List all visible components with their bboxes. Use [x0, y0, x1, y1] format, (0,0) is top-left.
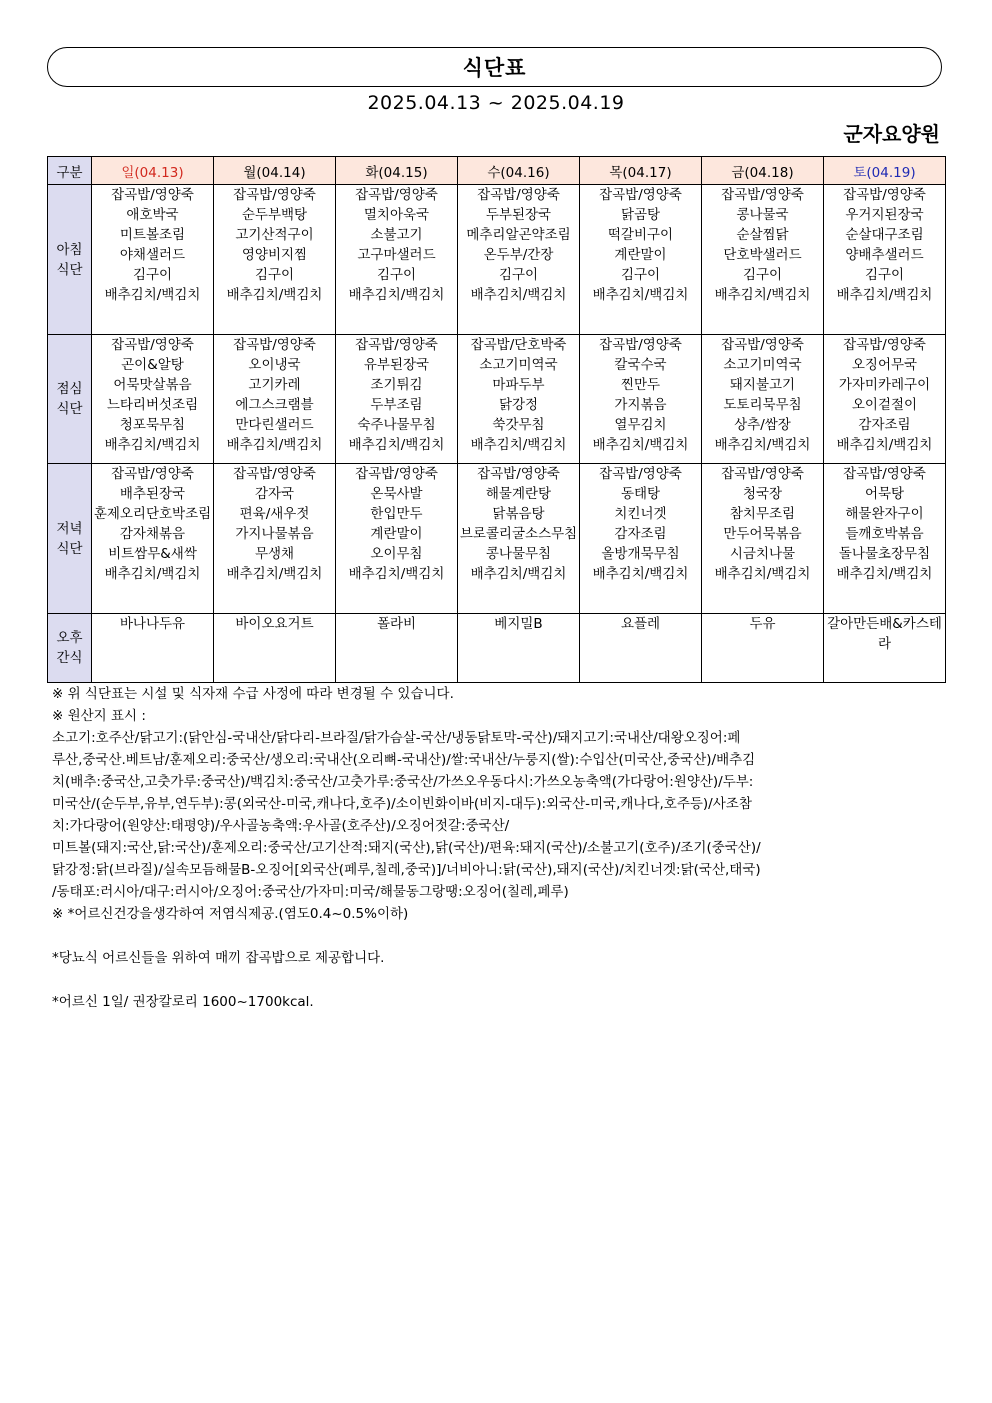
origin-line: 루산,중국산.베트남/훈제오리:중국산/생오리:국내산(오리뼈-국내산)/쌀:국내산/누룽지(쌀):수입산(미국산,중국산)/배추김 [52, 752, 756, 768]
menu-item: 무생채 [254, 546, 295, 562]
menu-cell-breakfast-thu [580, 185, 702, 335]
row-label-line: 저녁 [56, 520, 83, 537]
menu-item: 고기카레 [248, 377, 301, 393]
menu-item: 계란말이 [370, 526, 423, 542]
snack-label [48, 614, 92, 683]
menu-cell-snack-tue [336, 614, 458, 683]
menu-item: 훈제오리단호박조림 [93, 506, 212, 522]
menu-item: 배추김치/백김치 [104, 287, 201, 303]
menu-item: 온두부/간장 [483, 247, 554, 263]
menu-item: 배추김치/백김치 [348, 566, 445, 582]
menu-item: 치킨너겟 [614, 506, 667, 522]
snack-row [48, 614, 946, 683]
row-label-line: 식단 [56, 401, 83, 417]
menu-item: 참치무조림 [729, 506, 796, 522]
menu-item: 배추김치/백김치 [226, 287, 323, 303]
menu-item: 김구이 [376, 267, 417, 283]
change-notice: ※ 위 식단표는 시설 및 식자재 수급 사정에 따라 변경될 수 있습니다. [52, 686, 454, 702]
menu-item: 배추김치/백김치 [714, 566, 811, 582]
menu-item: 어묵탕 [864, 486, 905, 502]
calorie-note: *어르신 1일/ 권장칼로리 1600~1700kcal. [52, 994, 314, 1010]
menu-item: 숙주나물무침 [357, 417, 436, 433]
menu-item: 잡곡밥/영양죽 [233, 466, 316, 482]
menu-item: 잡곡밥/영양죽 [599, 466, 682, 482]
menu-item: 배추김치/백김치 [470, 437, 567, 453]
menu-item: 만다린샐러드 [235, 417, 314, 433]
menu-item: 단호박샐러드 [723, 247, 802, 263]
menu-item: 배추김치/백김치 [592, 437, 689, 453]
origin-line: 미국산/(순두부,유부,연두부):콩(외국산-미국,캐나다,호주)/소이빈화이바(비지-대두):외국산-미국,캐나다,호주등)/사조참 [52, 796, 752, 812]
menu-item: 콩나물무침 [485, 546, 552, 562]
menu-item: 두부된장국 [485, 207, 552, 223]
menu-item: 미트볼조림 [119, 227, 186, 243]
menu-item: 조기튀김 [370, 377, 423, 393]
menu-cell-lunch-wed [458, 335, 580, 464]
menu-item: 해물계란탕 [485, 486, 552, 502]
menu-item: 바나나두유 [119, 616, 186, 632]
menu-item: 마파두부 [492, 377, 545, 393]
menu-item: 찐만두 [620, 377, 661, 393]
menu-item: 한입만두 [370, 506, 423, 522]
menu-cell-breakfast-fri [702, 185, 824, 335]
menu-item: 유부된장국 [363, 357, 430, 373]
day-header-sun: 일(04.13) [92, 157, 214, 185]
menu-item: 가지볶음 [614, 397, 667, 413]
menu-item: 배추김치/백김치 [348, 437, 445, 453]
menu-item: 요플레 [620, 616, 661, 632]
menu-item: 잡곡밥/영양죽 [355, 337, 438, 353]
menu-item: 소불고기 [370, 227, 423, 243]
menu-item: 베지밀B [494, 616, 543, 632]
date-range: 2025.04.13 ~ 2025.04.19 [367, 92, 625, 114]
menu-item: 잡곡밥/영양죽 [843, 337, 926, 353]
menu-item: 잡곡밥/영양죽 [599, 337, 682, 353]
menu-item: 배추김치/백김치 [226, 566, 323, 582]
menu-item: 순두부백탕 [241, 207, 308, 223]
diabetic-note: *당뇨식 어르신들을 위하여 매끼 잡곡밥으로 제공합니다. [52, 950, 385, 966]
menu-item: 잡곡밥/영양죽 [233, 337, 316, 353]
day-header-thu: 목(04.17) [580, 157, 702, 185]
menu-item: 야채샐러드 [119, 247, 186, 263]
menu-item: 배추김치/백김치 [836, 437, 933, 453]
day-header-wed: 수(04.16) [458, 157, 580, 185]
menu-item: 해물완자구이 [845, 506, 924, 522]
menu-item: 김구이 [742, 267, 783, 283]
menu-item: 잡곡밥/영양죽 [233, 187, 316, 203]
menu-cell-dinner-mon [214, 464, 336, 614]
menu-item: 쑥갓무침 [492, 417, 545, 433]
menu-item: 고구마샐러드 [357, 247, 436, 263]
menu-item: 감자조림 [614, 526, 667, 542]
menu-item: 배추김치/백김치 [714, 437, 811, 453]
menu-item: 배추김치/백김치 [592, 287, 689, 303]
menu-item: 소고기미역국 [723, 357, 802, 373]
menu-cell-lunch-tue [336, 335, 458, 464]
menu-item: 잡곡밥/영양죽 [477, 187, 560, 203]
menu-cell-lunch-thu [580, 335, 702, 464]
menu-item: 소고기미역국 [479, 357, 558, 373]
menu-item: 떡갈비구이 [607, 227, 674, 243]
menu-item: 청국장 [742, 486, 783, 502]
origin-line: 닭강정:닭(브라질)/실속모듬해물B-오징어[외국산(페루,칠레,중국)]/너비아니:닭(국산),돼지(국산)/치킨너겟:닭(국산,태국) [52, 862, 761, 878]
day-header-fri: 금(04.18) [702, 157, 824, 185]
menu-item: 배추김치/백김치 [226, 437, 323, 453]
menu-item: 상추/쌈장 [734, 417, 791, 433]
origin-list [52, 727, 902, 903]
menu-cell-snack-fri [702, 614, 824, 683]
day-header-sat: 토(04.19) [824, 157, 946, 185]
menu-item: 오징어무국 [851, 357, 918, 373]
origin-line: /동태포:러시아/대구:러시아/오징어:중국산/가자미:미국/해물동그랑땡:오징어(칠레,페루) [52, 884, 569, 900]
row-label-line: 아침 [56, 241, 83, 258]
menu-item: 영양비지찜 [241, 247, 308, 263]
menu-item: 바이오요거트 [235, 616, 314, 632]
menu-cell-snack-sun [92, 614, 214, 683]
day-header-row [48, 157, 946, 185]
menu-item: 김구이 [498, 267, 539, 283]
menu-cell-dinner-sun [92, 464, 214, 614]
menu-item: 김구이 [620, 267, 661, 283]
menu-item: 감자국 [254, 486, 295, 502]
menu-item: 배추김치/백김치 [592, 566, 689, 582]
breakfast-label [48, 185, 92, 335]
menu-item: 잡곡밥/영양죽 [721, 466, 804, 482]
menu-item: 잡곡밥/영양죽 [843, 466, 926, 482]
row-label-line: 오후 [56, 630, 83, 646]
menu-item: 잡곡밥/영양죽 [721, 187, 804, 203]
menu-cell-lunch-sat [824, 335, 946, 464]
menu-item: 오이무침 [370, 546, 423, 562]
menu-item: 잡곡밥/영양죽 [721, 337, 804, 353]
organization-name: 군자요양원 [843, 122, 940, 146]
menu-cell-dinner-sat [824, 464, 946, 614]
menu-cell-breakfast-sat [824, 185, 946, 335]
menu-item: 닭강정 [498, 397, 539, 413]
menu-cell-dinner-tue [336, 464, 458, 614]
menu-item: 계란말이 [614, 247, 667, 263]
row-label-line: 점심 [56, 381, 83, 397]
menu-item: 순살대구조림 [845, 227, 924, 243]
menu-item: 오이겉절이 [851, 397, 918, 413]
menu-item: 곤이&알탕 [121, 357, 184, 373]
menu-item: 순살찜닭 [736, 227, 789, 243]
menu-cell-lunch-sun [92, 335, 214, 464]
low-salt-note: ※ *어르신건강을생각하여 저염식제공.(염도0.4~0.5%이하) [52, 906, 409, 922]
menu-item: 김구이 [254, 267, 295, 283]
row-label-line: 식단 [56, 540, 83, 557]
origin-line: 미트볼(돼지:국산,닭:국산)/훈제오리:중국산/고기산적:돼지(국산),닭(국산)/편육:돼지(국산)/소불고기(호주)/조기(중국산)/ [52, 840, 761, 856]
menu-item: 닭곰탕 [620, 207, 661, 223]
menu-item: 돼지불고기 [729, 377, 796, 393]
menu-item: 브로콜리굴소스무침 [459, 526, 578, 542]
menu-item: 열무김치 [614, 417, 667, 433]
menu-cell-lunch-mon [214, 335, 336, 464]
menu-item: 온묵사발 [370, 486, 423, 502]
menu-cell-snack-wed [458, 614, 580, 683]
menu-item: 배추김치/백김치 [104, 437, 201, 453]
menu-item: 돌나물초장무침 [838, 546, 931, 562]
menu-item: 어묵맛살볶음 [113, 377, 192, 393]
menu-cell-snack-mon [214, 614, 336, 683]
menu-item: 잡곡밥/단호박죽 [470, 337, 567, 353]
title-box [47, 47, 942, 87]
origin-line: 치:가다랑어(원양산:태평양)/우사골농축액:우사골(호주산)/오징어젓갈:중국산/ [52, 818, 510, 834]
breakfast-row [48, 185, 946, 335]
origin-heading: ※ 원산지 표시 : [52, 708, 146, 724]
row-label-line: 간식 [56, 650, 83, 666]
menu-item: 잡곡밥/영양죽 [111, 337, 194, 353]
menu-item: 배추김치/백김치 [470, 566, 567, 582]
menu-item: 김구이 [864, 267, 905, 283]
menu-item: 잡곡밥/영양죽 [355, 466, 438, 482]
menu-item: 폴라비 [376, 616, 417, 632]
origin-line: 소고기:호주산/닭고기:(닭안심-국내산/닭다리-브라질/닭가슴살-국산/냉동닭토막-국산)/돼지고기:국내산/대왕오징어:페 [52, 730, 741, 746]
menu-cell-breakfast-wed [458, 185, 580, 335]
day-header-mon: 월(04.14) [214, 157, 336, 185]
corner-label: 구분 [48, 157, 92, 185]
menu-item: 배추된장국 [119, 486, 186, 502]
lunch-label [48, 335, 92, 464]
menu-item: 배추김치/백김치 [714, 287, 811, 303]
menu-cell-breakfast-sun [92, 185, 214, 335]
menu-cell-lunch-fri [702, 335, 824, 464]
row-label-line: 식단 [56, 261, 83, 278]
menu-item: 닭볶음탕 [492, 506, 545, 522]
menu-item: 잡곡밥/영양죽 [477, 466, 560, 482]
menu-item: 청포묵무침 [119, 417, 186, 433]
menu-cell-dinner-wed [458, 464, 580, 614]
menu-item: 들깨호박볶음 [845, 526, 924, 542]
menu-item: 편육/새우젓 [239, 506, 310, 522]
menu-item: 만두어묵볶음 [723, 526, 802, 542]
menu-item: 콩나물국 [736, 207, 789, 223]
menu-item: 메추리알곤약조림 [466, 227, 571, 243]
menu-cell-breakfast-tue [336, 185, 458, 335]
dinner-row [48, 464, 946, 614]
menu-table [47, 156, 946, 683]
menu-item: 김구이 [132, 267, 173, 283]
menu-item: 배추김치/백김치 [348, 287, 445, 303]
menu-item: 애호박국 [126, 207, 179, 223]
menu-item: 잡곡밥/영양죽 [111, 466, 194, 482]
menu-cell-dinner-fri [702, 464, 824, 614]
menu-item: 에그스크램블 [235, 397, 314, 413]
menu-item: 도토리묵무침 [723, 397, 802, 413]
menu-item: 배추김치/백김치 [104, 566, 201, 582]
menu-item: 동태탕 [620, 486, 661, 502]
lunch-row [48, 335, 946, 464]
origin-line: 치(배추:중국산,고춧가루:중국산)/백김치:중국산/고춧가루:중국산/가쓰오우동다시:가쓰오농축액(가다랑어:원양산)/두부: [52, 774, 754, 790]
dinner-label [48, 464, 92, 614]
page-title: 식단표 [462, 56, 527, 80]
menu-item: 시금치나물 [729, 546, 796, 562]
menu-item: 배추김치/백김치 [836, 287, 933, 303]
menu-item: 잡곡밥/영양죽 [599, 187, 682, 203]
menu-item: 가자미카레구이 [838, 377, 931, 393]
day-header-tue: 화(04.15) [336, 157, 458, 185]
menu-item: 잡곡밥/영양죽 [843, 187, 926, 203]
menu-cell-breakfast-mon [214, 185, 336, 335]
menu-item: 잡곡밥/영양죽 [355, 187, 438, 203]
menu-item: 칼국수국 [614, 357, 667, 373]
menu-cell-snack-sat [824, 614, 946, 683]
menu-item: 양배추샐러드 [845, 247, 924, 263]
menu-cell-snack-thu [580, 614, 702, 683]
menu-item: 오이냉국 [248, 357, 301, 373]
notes-section [52, 683, 902, 1013]
menu-item: 배추김치/백김치 [470, 287, 567, 303]
menu-item: 배추김치/백김치 [836, 566, 933, 582]
menu-item: 우거지된장국 [845, 207, 924, 223]
menu-item: 두부조림 [370, 397, 423, 413]
menu-item: 고기산적구이 [235, 227, 314, 243]
menu-item: 잡곡밥/영양죽 [111, 187, 194, 203]
menu-item: 두유 [749, 616, 776, 632]
menu-item: 감자조림 [858, 417, 911, 433]
menu-cell-dinner-thu [580, 464, 702, 614]
menu-item: 가지나물볶음 [235, 526, 314, 542]
menu-item: 멸치아욱국 [363, 207, 430, 223]
menu-item: 비트쌈무&새싹 [108, 546, 197, 562]
menu-item: 느타리버섯조림 [106, 397, 199, 413]
menu-item: 올방개묵무침 [601, 546, 680, 562]
menu-item: 갈아만든배&카스테라 [827, 616, 942, 652]
menu-item: 감자채볶음 [119, 526, 186, 542]
